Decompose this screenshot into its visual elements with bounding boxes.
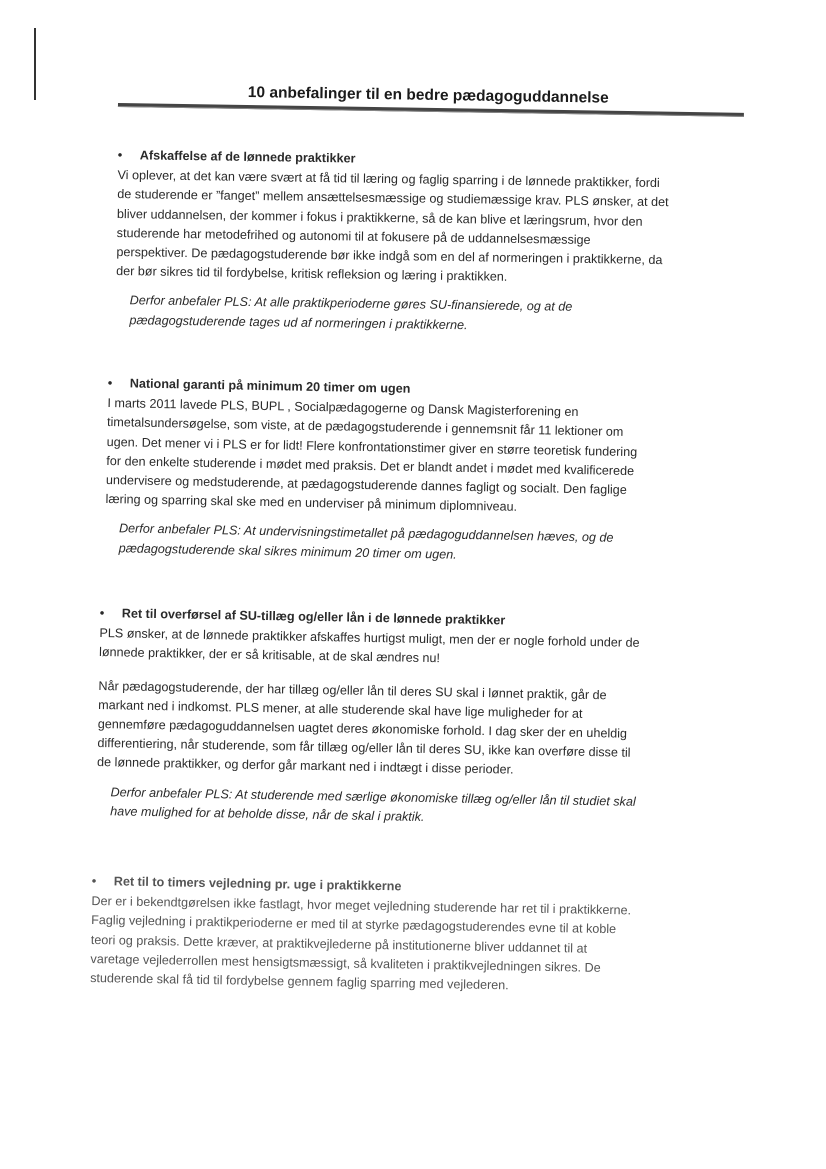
scan-margin-mark (34, 28, 36, 100)
body-line: differentiering, når studerende, som får tillæg og/eller lån til deres SU, ikke kan overføre disse til (97, 736, 631, 760)
recommendation-line: pædagogstuderende skal sikres minimum 20 timer om ugen. (118, 540, 457, 562)
title-underline (118, 103, 744, 117)
body-line: for den enkelte studerende i mødet med praksis. Det er blandt andet i mødet med kvalificerede (106, 453, 635, 478)
recommendation (118, 520, 635, 568)
body-line: markant ned i indkomst. PLS mener, at alle studerende skal have lige muligheder for at (98, 697, 583, 721)
bullet-icon: • (117, 147, 123, 163)
body-line: de lønnede praktikker, og derfor går markant ned i indtægt i disse perioder. (96, 755, 514, 778)
recommendation-line: have mulighed for at beholde disse, når de skal i praktik. (110, 804, 425, 824)
section-4 (90, 872, 632, 998)
body-line: lønnede praktikker, der er så kritisable, at de skal ændres nu! (98, 645, 441, 666)
section-heading-text: Afskaffelse af de lønnede praktikker (139, 148, 356, 166)
bullet-icon: • (99, 605, 105, 621)
bullet-icon: • (107, 375, 113, 391)
bullet-icon: • (91, 873, 97, 889)
section-heading-text: Ret til overførsel af SU-tillæg og/eller lån i de lønnede praktikker (121, 606, 506, 628)
body-line: Faglig vejledning i praktikperioderne er med til at styrke pædagogstuderendes evne til at koble (91, 913, 617, 937)
body-line: læring og sparring skal ske med en underviser på minimum diplomniveau. (105, 492, 518, 515)
recommendation-line: Derfor anbefaler PLS: At undervisningstimetallet på pædagoguddannelsen hæves, og de (118, 521, 614, 546)
body-line: Der er i bekendtgørelsen ikke fastlagt, hvor meget vejledning studerende har ret til i praktikkerne. (91, 894, 632, 918)
section-heading-text: Ret til to timers vejledning pr. uge i praktikkerne (113, 874, 402, 894)
body-line: Når pædagogstuderende, der har tillæg og/eller lån til deres SU skal i lønnet praktik, går de (98, 678, 607, 702)
recommendation-line: pædagogstuderende tages ud af normeringen i praktikkerne. (129, 312, 468, 332)
recommendation-line: Derfor anbefaler PLS: At studerende med særlige økonomiske tillæg og/eller lån til studiet skal (110, 784, 636, 809)
recommendation-line: Derfor anbefaler PLS: At alle praktikperioderne gøres SU-finansierede, og at de (129, 293, 573, 315)
recommendation (129, 292, 667, 338)
body-line: ugen. Det mener vi i PLS er for lidt! Flere konfrontationstimer giver en større teoretisk fundering (106, 434, 638, 459)
body-line: de studerende er ”fanget” mellem ansættelsesmæssige og studiemæssige krav. PLS ønsker, at det (117, 187, 669, 210)
body-line: der bør sikres tid til fordybelse, kritisk refleksion og læring i praktikken. (116, 264, 508, 285)
body-line: undervisere og medstuderende, at pædagogstuderende dannes fagligt og socialt. Den faglige (105, 472, 627, 497)
recommendation (110, 783, 637, 831)
section-2 (104, 374, 638, 568)
body-line: perspektiver. De pædagogstuderende bør ikke indgå som en del af normeringen i praktikkerne, da (116, 245, 663, 268)
section-heading-text: National garanti på minimum 20 timer om ugen (129, 376, 411, 396)
body-line: PLS ønsker, at de lønnede praktikker afskaffes hurtigst muligt, men der er nogle forhold under de (99, 626, 640, 651)
body-line: Vi oplever, at det kan være svært at få tid til læring og faglig sparring i de lønnede praktikker, fordi (117, 168, 660, 191)
body-line: timetalsundersøgelse, som viste, at de pædagogstuderende i gennemsnit får 11 lektioner om (106, 415, 624, 440)
body-line: studerende skal få tid til fordybelse gennem faglig sparring med vejlederen. (90, 971, 509, 993)
section-1 (115, 146, 669, 338)
body-line: varetage vejlederrollen mest hensigtsmæssigt, så kvaliteten i praktikvejledningen sikres. De (90, 951, 601, 975)
section-3 (96, 604, 640, 831)
body-line: studerende har metodefrihed og autonomi til at fokusere på de uddannelsesmæssige (116, 225, 591, 247)
body-line: gennemføre pædagoguddannelsen uagtet deres økonomiske forhold. I dag sker der en uheldig (97, 716, 628, 741)
page-title: 10 anbefalinger til en bedre pædagoguddannelse (247, 84, 609, 107)
body-line: I marts 2011 lavede PLS, BUPL , Socialpædagogerne og Dansk Magisterforening en (107, 396, 579, 420)
body-line: teori og praksis. Dette kræver, at praktikvejlederne på institutionerne bliver uddannet til at (90, 932, 588, 956)
body-line: bliver uddannelsen, der kommer i fokus i praktikkerne, så de kan blive et læringsrum, hvor den (116, 206, 643, 229)
